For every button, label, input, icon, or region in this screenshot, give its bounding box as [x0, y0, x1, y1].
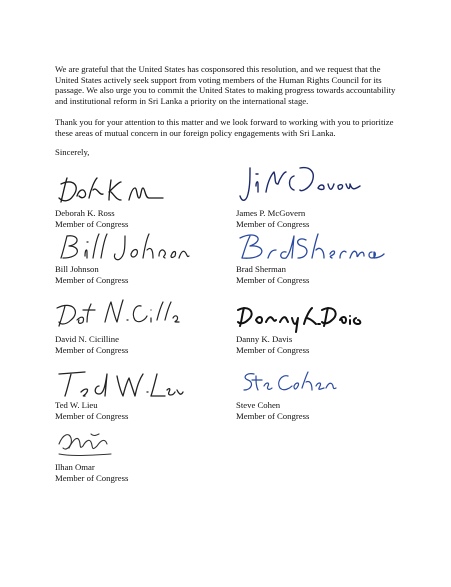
handwritten-signature-ross: [55, 174, 175, 208]
handwritten-signature-mcgovern: [236, 162, 366, 208]
handwritten-signature-johnson: [55, 230, 195, 264]
letter-closing: Sincerely,: [55, 147, 90, 157]
signature-block-cicilline: [55, 296, 225, 355]
signature-block-cohen: [236, 368, 406, 421]
signatory-title: Member of Congress: [55, 274, 129, 285]
signatory-name: David N. Cicilline: [55, 334, 119, 344]
signatory-name: Danny K. Davis: [236, 334, 293, 344]
handwritten-signature-davis: [236, 302, 366, 334]
signatory-name: Bill Johnson: [55, 264, 99, 274]
signature-block-johnson: [55, 230, 225, 285]
letter-paragraph-2: Thank you for your attention to this matter and we look forward to working with you to prioritize these areas of mutual concern in our foreign policy engagements with Sri Lanka.: [55, 117, 394, 138]
handwritten-signature-sherman: [236, 230, 386, 264]
letter-paragraph-1: We are grateful that the United States has cosponsored this resolution, and we request that the United States actively seek support from voting members of the Human Rights Council for its passage. We also urge you to commit the United States to making progress towards accountability and institutional reform in Sri Lanka a priority on the international stage.: [55, 64, 396, 106]
handwritten-signature-omar: [55, 426, 125, 462]
signature-block-omar: [55, 426, 225, 483]
signatory-title: Member of Congress: [236, 410, 310, 421]
signatory-name: Ilhan Omar: [55, 462, 95, 472]
handwritten-signature-lieu: [55, 368, 185, 400]
signatory-name: James P. McGovern: [236, 208, 306, 218]
signatory-name: Deborah K. Ross: [55, 208, 115, 218]
signature-block-ross: [55, 174, 225, 229]
signatory-title: Member of Congress: [55, 344, 129, 355]
signatory-title: Member of Congress: [236, 218, 310, 229]
signatory-title: Member of Congress: [55, 218, 129, 229]
signatory-name: Brad Sherman: [236, 264, 286, 274]
signatory-name: Ted W. Lieu: [55, 400, 98, 410]
signature-block-sherman: [236, 230, 406, 285]
signature-block-mcgovern: [236, 162, 406, 229]
handwritten-signature-cicilline: [55, 296, 185, 334]
handwritten-signature-cohen: [236, 368, 366, 400]
signatory-name: Steve Cohen: [236, 400, 281, 410]
signatory-title: Member of Congress: [236, 274, 310, 285]
signature-block-lieu: [55, 368, 225, 421]
signatory-title: Member of Congress: [55, 472, 129, 483]
signatory-title: Member of Congress: [55, 410, 129, 421]
signature-block-davis: [236, 302, 406, 355]
signatory-title: Member of Congress: [236, 344, 310, 355]
